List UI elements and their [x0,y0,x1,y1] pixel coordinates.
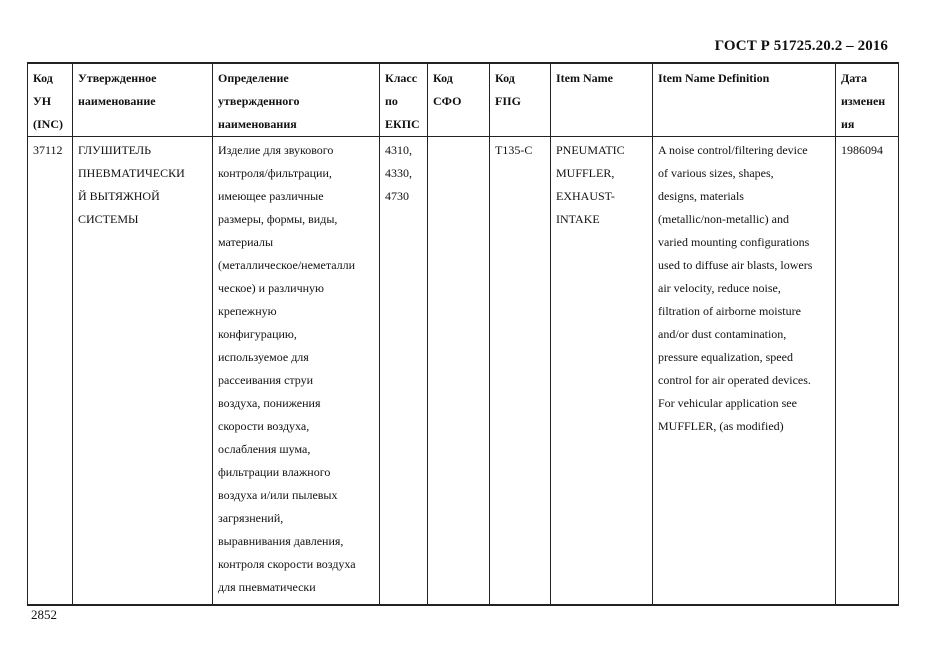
cell-change-date: 1986094 [836,137,899,606]
table-row [28,137,899,606]
column-header-fiig-code: Код FIIG [490,63,551,137]
page-number: 2852 [31,607,57,622]
column-header-sfo-code: Код СФО [428,63,490,137]
document-header: ГОСТ Р 51725.20.2 – 2016 [714,38,888,54]
cell-ekps-class: 4310, 4330, 4730 [380,137,428,606]
item-name-table [27,62,899,606]
cell-definition: Изделие для звукового контроля/фильтрации, имеющее различные размеры, формы, виды, материалы (металлическое/неметалли ческое) и различную крепежную конфигурацию, используемое для рассеивания струи воздуха, понижения скорости воздуха, ослабления шума, фильтрации влажного воздуха и/или пылевых загрязнений, выравнивания давления, контроля скорости воздуха для пневматически [213,137,380,606]
cell-item-name-definition: A noise control/filtering device of various sizes, shapes, designs, materials (metallic/non-metallic) and varied mounting configurations used to diffuse air blasts, lowers air velocity, reduce noise, filtration of airborne moisture and/or dust contamination, pressure equalization, speed control for air operated devices. For vehicular application see MUFFLER, (as modified) [653,137,836,606]
table-header-row [28,63,899,137]
column-header-change-date: Дата изменен ия [836,63,899,137]
column-header-item-name: Item Name [551,63,653,137]
column-header-ekps-class: Класс по ЕКПС [380,63,428,137]
cell-approved-name: ГЛУШИТЕЛЬ ПНЕВМАТИЧЕСКИ Й ВЫТЯЖНОЙ СИСТЕМЫ [73,137,213,606]
cell-item-name: PNEUMATIC MUFFLER, EXHAUST- INTAKE [551,137,653,606]
cell-sfo-code [428,137,490,606]
cell-inc-code: 37112 [28,137,73,606]
column-header-definition: Определение утвержденного наименования [213,63,380,137]
cell-fiig-code: T135-C [490,137,551,606]
column-header-item-name-definition: Item Name Definition [653,63,836,137]
column-header-inc-code: Код УН (INC) [28,63,73,137]
column-header-approved-name: Утвержденное наименование [73,63,213,137]
